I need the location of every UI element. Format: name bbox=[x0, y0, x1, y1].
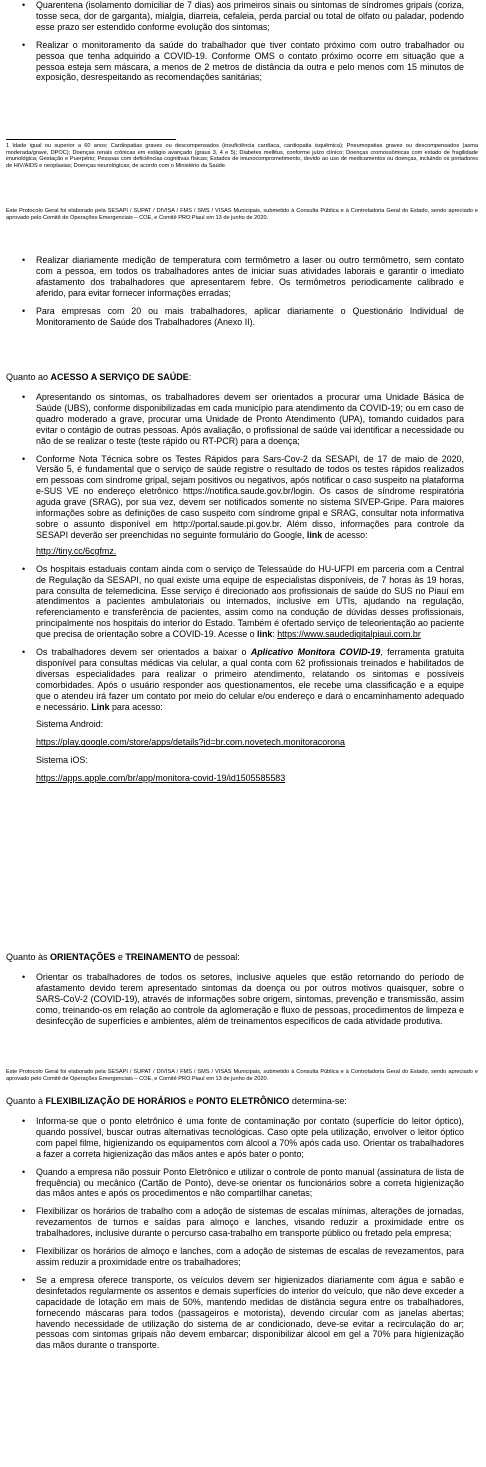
footnote-rule bbox=[6, 139, 176, 140]
list-item: • Os trabalhadores devem ser orientados a baixar o Aplicativo Monitora COVID-19, ferramenta gratuita disponível para consultas médicas via celular, a qual conta com 62 profissionais treinados e habilitados de diversas especialidades para realizar o primeiro atendimento, relatando os sintomas e possíveis comorbidades. Após o usuário responder aos questionamentos, ele recebe uma classificação e a equipe que o atendeu irá fazer um contato por meio do celular e/ou endereço e dará o encaminhamento adequado e necessário. Link para acesso: Sistema Android: https://play.google.com/store/apps/details?id=br.com.novetech.monitoracorona Sistema iOS: https://apps.apple.com/br/app/monitora-covid-19/id1505585583 bbox=[22, 647, 465, 784]
bullet-icon: • bbox=[22, 453, 26, 464]
ios-app-link[interactable]: https://apps.apple.com/br/app/monitora-covid-19/id1505585583 bbox=[36, 773, 286, 784]
list-item: • Para empresas com 20 ou mais trabalhadores, aplicar diariamente o Questionário Individual de Monitoramento de Saúde dos Trabalhadores (Anexo II). bbox=[22, 305, 464, 327]
section-heading-schedule: Quanto à FLEXIBILIZAÇÃO DE HORÁRIOS e PONTO ELETRÔNICO determina-se: bbox=[6, 1096, 347, 1106]
ios-label: Sistema iOS: bbox=[36, 755, 88, 766]
bullet-icon: • bbox=[22, 1166, 26, 1177]
symptom-monitoring-list bbox=[0, 0, 486, 90]
training-list bbox=[0, 972, 486, 1034]
bullet-icon: • bbox=[22, 0, 26, 10]
bullet-icon: • bbox=[22, 1206, 26, 1217]
list-item: • Informa-se que o ponto eletrônico é uma fonte de contaminação por contato (superfície do leitor óptico), quando possível, buscar outras alternativas tecnológicas. Caso opte pela utilização, envolver o leitor óptico com papel filme, higienizando os equipamentos com álcool a 70% após cada uso. Orientar os trabalhadores a fazer a correta higienização das mãos antes e após bater o ponto; bbox=[22, 1116, 464, 1159]
bullet-icon: • bbox=[22, 255, 26, 265]
bullet-icon: • bbox=[22, 647, 26, 658]
android-label: Sistema Android: bbox=[36, 719, 104, 730]
list-item: • Realizar o monitoramento da saúde do trabalhador que tiver contato próximo com outro trabalhador ou pessoa que tenha adquirido a COVID-19. Conforme OMS o contato próximo ocorre em situação que a pessoa esteja sem máscara, a menos de 2 metros de distância da outra e pelo menos com 15 minutos de exposição, desrespeitando as recomendações sanitárias; bbox=[22, 39, 464, 83]
google-form-link[interactable]: http://tiny.cc/6cgfmz. bbox=[36, 545, 117, 556]
android-app-link[interactable]: https://play.google.com/store/apps/details?id=br.com.novetech.monitoracorona bbox=[36, 737, 345, 748]
bullet-icon: • bbox=[22, 39, 26, 50]
list-item: • Quarentena (isolamento domiciliar de 7 dias) aos primeiros sinais ou sintomas de síndromes gripais (coriza, tosse seca, dor de garganta), mialgia, diarreia, cefaleia, perda parcial ou total de olfato ou paladar, podendo esse prazo ser estendido conforme evolução dos sintomas; bbox=[22, 0, 464, 32]
health-access-list bbox=[0, 392, 486, 791]
bullet-icon: • bbox=[22, 392, 26, 402]
list-item: • Os hospitais estaduais contam ainda com o serviço de Telessaúde do HU-UFPI em parceria com a Central de Regulação da SESAPI, no qual existe uma equipe de especialistas disponíveis, de 7 horas às 19 horas, para consulta de telemedicina. Esse serviço é direcionado aos profissionais de saúde do SUS no Piauí em atendimentos a pacientes ambulatoriais ou internados, inclusive em UTIs, ajudando na regulação, referenciamento e transferência de pacientes, assim como na condução de dúvidas desses profissionais, principalmente nos hospitais do interior do Estado. Também é ofertado serviço de teleorientação ao paciente que precisa de orientação sobre a COVID-19. Acesse o link: https://www.saudedigitalpiaui.com.br bbox=[22, 563, 464, 640]
section-heading-health-access: Quanto ao ACESSO A SERVIÇO DE SAÚDE: bbox=[6, 372, 192, 382]
protocol-note: Este Protocolo Geral foi elaborado pela SESAPI / SUPAT / DIVISA / FMS / SMS / VISAS Municipais, submetido à Consulta Pública e à Controladoria Geral do Estado, sendo apreciado e aprovado pelo Comitê de Operações Emergenciais – COE, e Comitê PRO Piauí em 13 de junho de 2020. bbox=[6, 1069, 478, 1082]
bullet-icon: • bbox=[22, 1274, 26, 1285]
list-item: • Apresentando os sintomas, os trabalhadores devem ser orientados a procurar uma Unidade Básica de Saúde (UBS), conforme disponibilizadas em cada município para atendimento da COVID-19; ou em caso de quadro moderado a grave, procurar uma Unidade de Pronto Atendimento (UPA), tomando cuidados para evitar o contágio de outras pessoas. Após avaliação, o profissional de saúde vai identificar a necessidade ou não de se realizar o teste (teste rápido ou RT-PCR) para a doença; bbox=[22, 392, 464, 446]
list-item: • Conforme Nota Técnica sobre os Testes Rápidos para Sars-Cov-2 da SESAPI, de 17 de maio de 2020, Versão 5, é fundamental que o serviço de saúde registre o resultado de todos os testes rápidos realizados em pessoas com síndrome gripal, sejam positivos ou negativos, após notificar o caso suspeito na plataforma e-SUS VE no endereço eletrônico https://notifica.saude.gov.br/login. Os casos de síndrome respiratória aguda grave (SRAG), por sua vez, devem ser notificados somente no sistema SIVEP-Gripe. Para maiores informações sobre as definições de caso suspeito com síndrome gripal e SRAG, consultar nota informativa sobre o assunto disponível em http://portal.saude.pi.gov.br. Além disso, informações para controle da SESAPI deverão ser preenchidas no seguinte formulário do Google, link de acesso: http://tiny.cc/6cgfmz. bbox=[22, 453, 464, 556]
section-heading-training: Quanto às ORIENTAÇÕES e TREINAMENTO de pessoal: bbox=[6, 952, 240, 962]
bullet-icon: • bbox=[22, 972, 26, 982]
schedule-list bbox=[0, 1116, 486, 1358]
list-item: • Quando a empresa não possuir Ponto Eletrônico e utilizar o controle de ponto manual (assinatura de lista de frequência) ou mecânico (Cartão de Ponto), deve-se orientar os funcionários sobre a correta higienização das mãos antes e após os procedimentos e não compartilhar canetas; bbox=[22, 1166, 464, 1199]
footnote: 1 Idade igual ou superior a 60 anos; Cardiopatias graves ou descompensados (insuficiência cardíaca, cardiopatia isquêmica); Pneumopatias graves ou descompensados (asma moderada/grave, DPOC); Doenças renais crônicas em estágio avançado (graus 3, 4 e 5); Diabetes mellitus, conforme juízo clínico; Doenças cromossômicas com estado de fragilidade imunológica; Gestação e Puerpério; Pessoas com deficiências cognitivas físicas; Estados de imunocomprometimento, devido ao uso de medicamentos ou doenças, incluindo os portadores de HIV/AIDS e neoplasias; Doenças neurológicas; de acordo com o Ministério da Saúde. bbox=[6, 143, 478, 169]
protocol-note: Este Protocolo Geral foi elaborado pela SESAPI / SUPAT / DIVISA / FMS / SMS / VISAS Municipais, submetido à Consulta Pública e à Controladoria Geral do Estado, sendo apreciado e aprovado pelo Comitê de Operações Emergenciais – COE, e Comitê PRO Piauí em 13 de junho de 2020. bbox=[6, 208, 478, 221]
bullet-icon: • bbox=[22, 305, 26, 316]
list-item: • Flexibilizar os horários de trabalho com a adoção de sistemas de escalas mínimas, alterações de jornadas, revezamentos de turnos e saídas para almoço e lanches, visando reduzir a proximidade entre os trabalhadores, inclusive durante o percurso casa-trabalho em transporte público ou fretado pela empresa; bbox=[22, 1206, 464, 1239]
bullet-icon: • bbox=[22, 1246, 26, 1257]
list-item: • Orientar os trabalhadores de todos os setores, inclusive aqueles que estão retornando do período de afastamento devido terem apresentado sintomas da doença ou por outros motivos quaisquer, sobre o SARS-CoV-2 (COVID-19), através de informações sobre origem, sintomas, prevenção e transmissão, assim como, treinando-os em relação ao controle da aglomeração e fluxo de pessoas, procedimentos de limpeza e desinfecção de superfícies e ambientes, além de treinamentos específicos de cada atividade produtiva. bbox=[22, 972, 464, 1026]
bullet-icon: • bbox=[22, 563, 26, 574]
list-item: • Se a empresa oferece transporte, os veículos devem ser higienizados diariamente com água e sabão e desinfetados regularmente os assentos e demais superfícies do interior do veículo, que não deve exceder a capacidade de lotação em mais de 50%, mantendo medidas de distância segura entre os trabalhadores, fornecendo máscaras para todos (passageiros e motorista), devendo circular com as janelas abertas; havendo necessidade de utilização do sistema de ar condicionado, deve-se evitar a recirculação do ar; pessoas com sintomas gripais não devem embarcar; disponibilizar álcool em gel a 70% para higienização das mãos durante o transporte. bbox=[22, 1274, 464, 1351]
list-item: • Flexibilizar os horários de almoço e lanches, com a adoção de sistemas de escalas de revezamentos, para assim reduzir a proximidade entre os trabalhadores; bbox=[22, 1246, 464, 1267]
list-item: • Realizar diariamente medição de temperatura com termômetro a laser ou outro termômetro, sem contato com a pessoa, em todos os trabalhadores antes de iniciar suas atividades laborais e garantir o imediato afastamento dos trabalhadores que apresentarem febre. Os termômetros periodicamente calibrado e aferido, para evitar fornecer informações erradas; bbox=[22, 255, 464, 298]
telessaude-link[interactable]: https://www.saudedigitalpiaui.com.br bbox=[277, 629, 421, 640]
bullet-icon: • bbox=[22, 1116, 26, 1126]
temperature-list bbox=[0, 255, 486, 334]
